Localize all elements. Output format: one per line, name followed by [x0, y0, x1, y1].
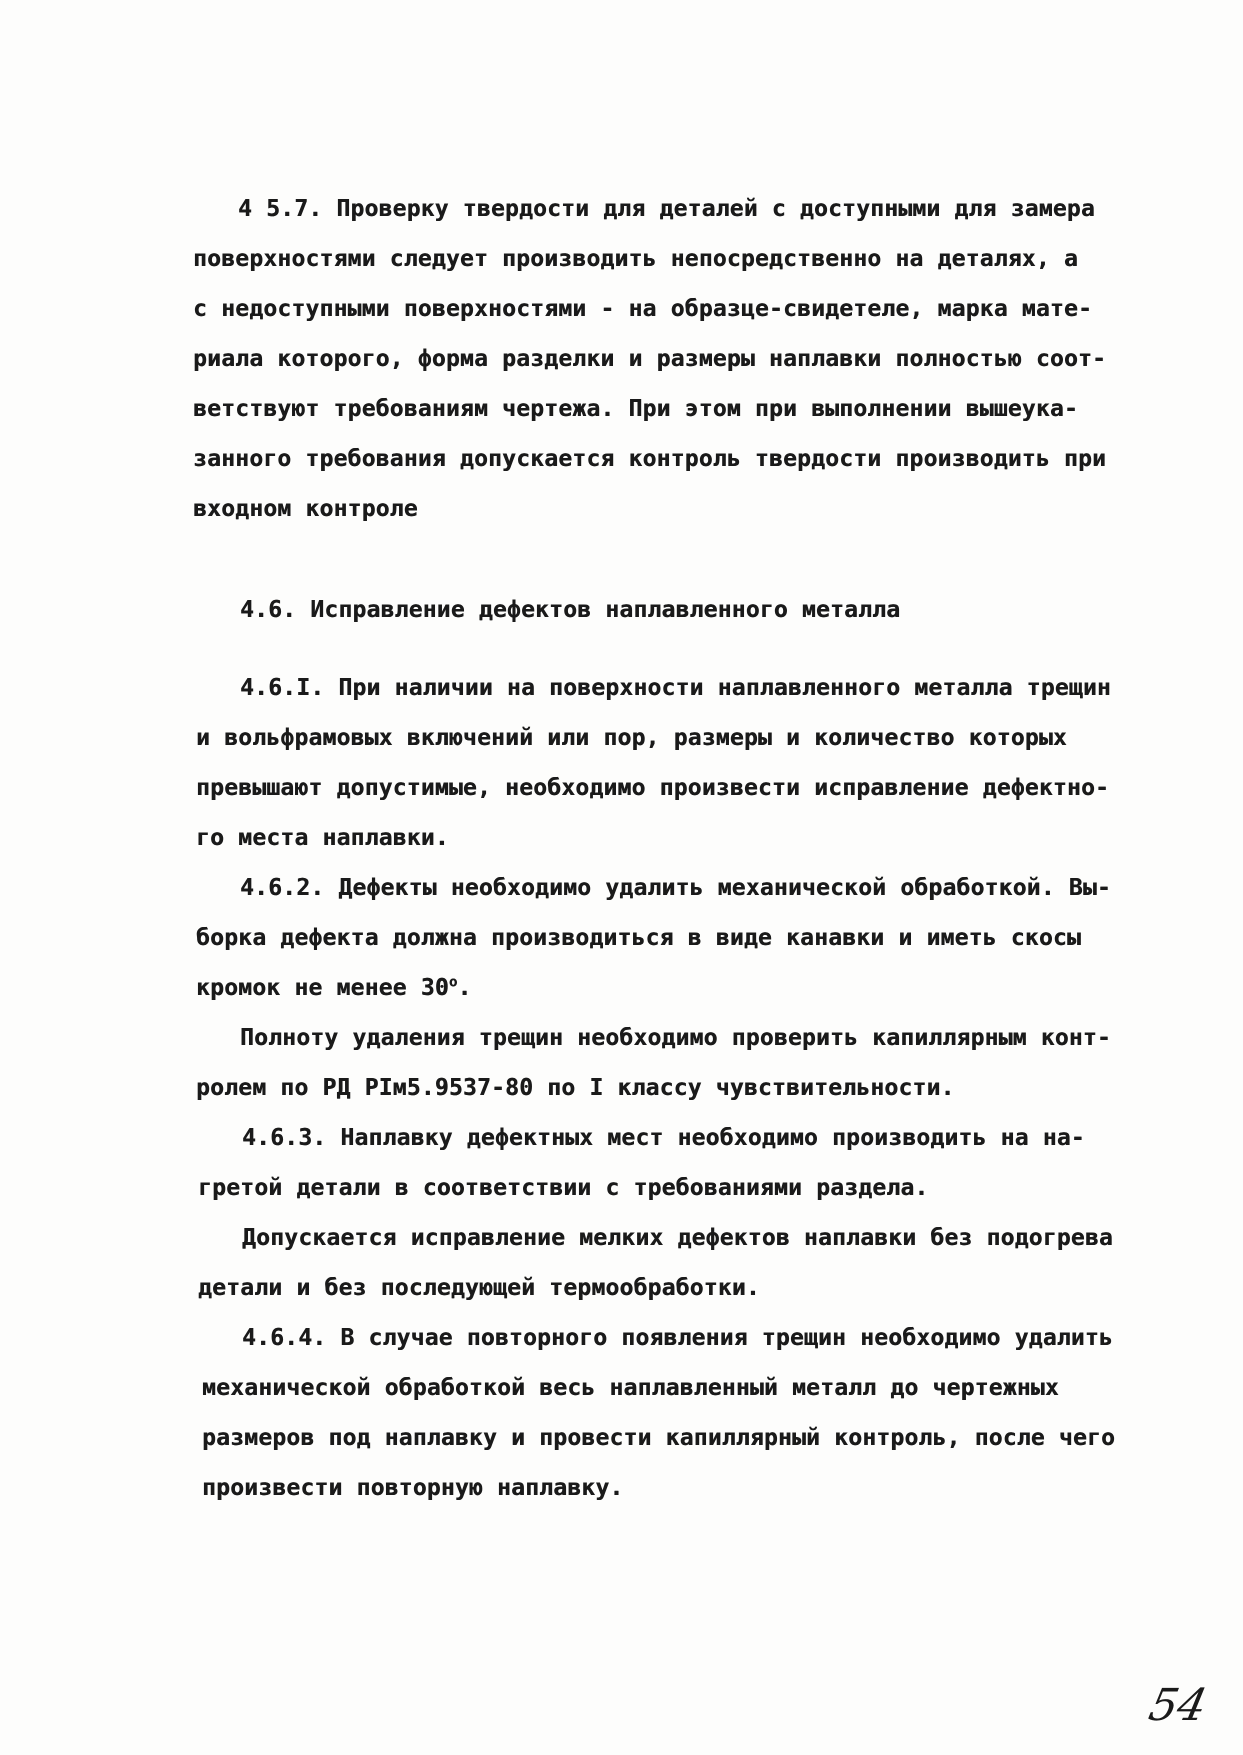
paragraph-4-5-7-line-7: входном контроле	[193, 496, 418, 522]
paragraph-4-6-2-line-1: 4.6.2. Дефекты необходимо удалить механической обработкой. Вы-	[240, 875, 1111, 901]
paragraph-4-6-4-line-4: произвести повторную наплавку.	[202, 1475, 624, 1501]
degree-mark: о	[448, 974, 458, 991]
paragraph-small-defects-line-2: детали и без последующей термообработки.	[198, 1275, 760, 1301]
paragraph-4-5-7-line-4: риала которого, форма разделки и размеры наплавки полностью соот-	[193, 346, 1107, 372]
paragraph-4-6-4-line-3: размеров под наплавку и провести капиллярный контроль, после чего	[202, 1425, 1116, 1451]
paragraph-4-6-1-line-2: и вольфрамовых включений или пор, размеры и количество которых	[196, 725, 1067, 751]
paragraph-4-6-2-line-3-end: .	[457, 975, 472, 1001]
paragraph-4-5-7-line-5: ветствуют требованиям чертежа. При этом при выполнении вышеука-	[193, 396, 1078, 422]
page-number: 54	[1144, 1680, 1212, 1731]
paragraph-4-6-3-line-2: гретой детали в соответствии с требованиями раздела.	[198, 1175, 929, 1201]
paragraph-4-5-7-line-3: с недоступными поверхностями - на образце-свидетеле, марка мате-	[193, 296, 1093, 322]
section-heading-4-6: 4.6. Исправление дефектов наплавленного металла	[240, 597, 901, 623]
paragraph-4-6-3-line-1: 4.6.3. Наплавку дефектных мест необходимо производить на на-	[242, 1125, 1085, 1151]
paragraph-4-5-7-line-2: поверхностями следует производить непосредственно на деталях, а	[193, 246, 1078, 272]
paragraph-4-6-4-line-1: 4.6.4. В случае повторного появления трещин необходимо удалить	[242, 1325, 1113, 1351]
paragraph-4-6-4-line-2: механической обработкой весь наплавленный металл до чертежных	[202, 1375, 1059, 1401]
paragraph-4-6-2-line-3	[196, 973, 472, 1003]
paragraph-4-6-1-line-4: го места наплавки.	[196, 825, 449, 851]
paragraph-capillary-line-1: Полноту удаления трещин необходимо проверить капиллярным конт-	[240, 1025, 1111, 1051]
paragraph-4-5-7-line-6: занного требования допускается контроль твердости производить при	[193, 446, 1107, 472]
paragraph-small-defects-line-1: Допускается исправление мелких дефектов наплавки без подогрева	[242, 1225, 1113, 1251]
paragraph-4-6-2-line-2: борка дефекта должна производиться в виде канавки и иметь скосы	[196, 925, 1081, 951]
paragraph-4-6-2-line-3-text: кромок не менее 30	[196, 975, 449, 1001]
paragraph-capillary-line-2: ролем по РД РIм5.9537-80 по I классу чувствительности.	[196, 1075, 955, 1101]
paragraph-4-6-1-line-3: превышают допустимые, необходимо произвести исправление дефектно-	[196, 775, 1110, 801]
paragraph-4-6-1-line-1: 4.6.I. При наличии на поверхности наплавленного металла трещин	[240, 675, 1111, 701]
paragraph-4-5-7-line-1: 4 5.7. Проверку твердости для деталей с доступными для замера	[238, 196, 1095, 222]
